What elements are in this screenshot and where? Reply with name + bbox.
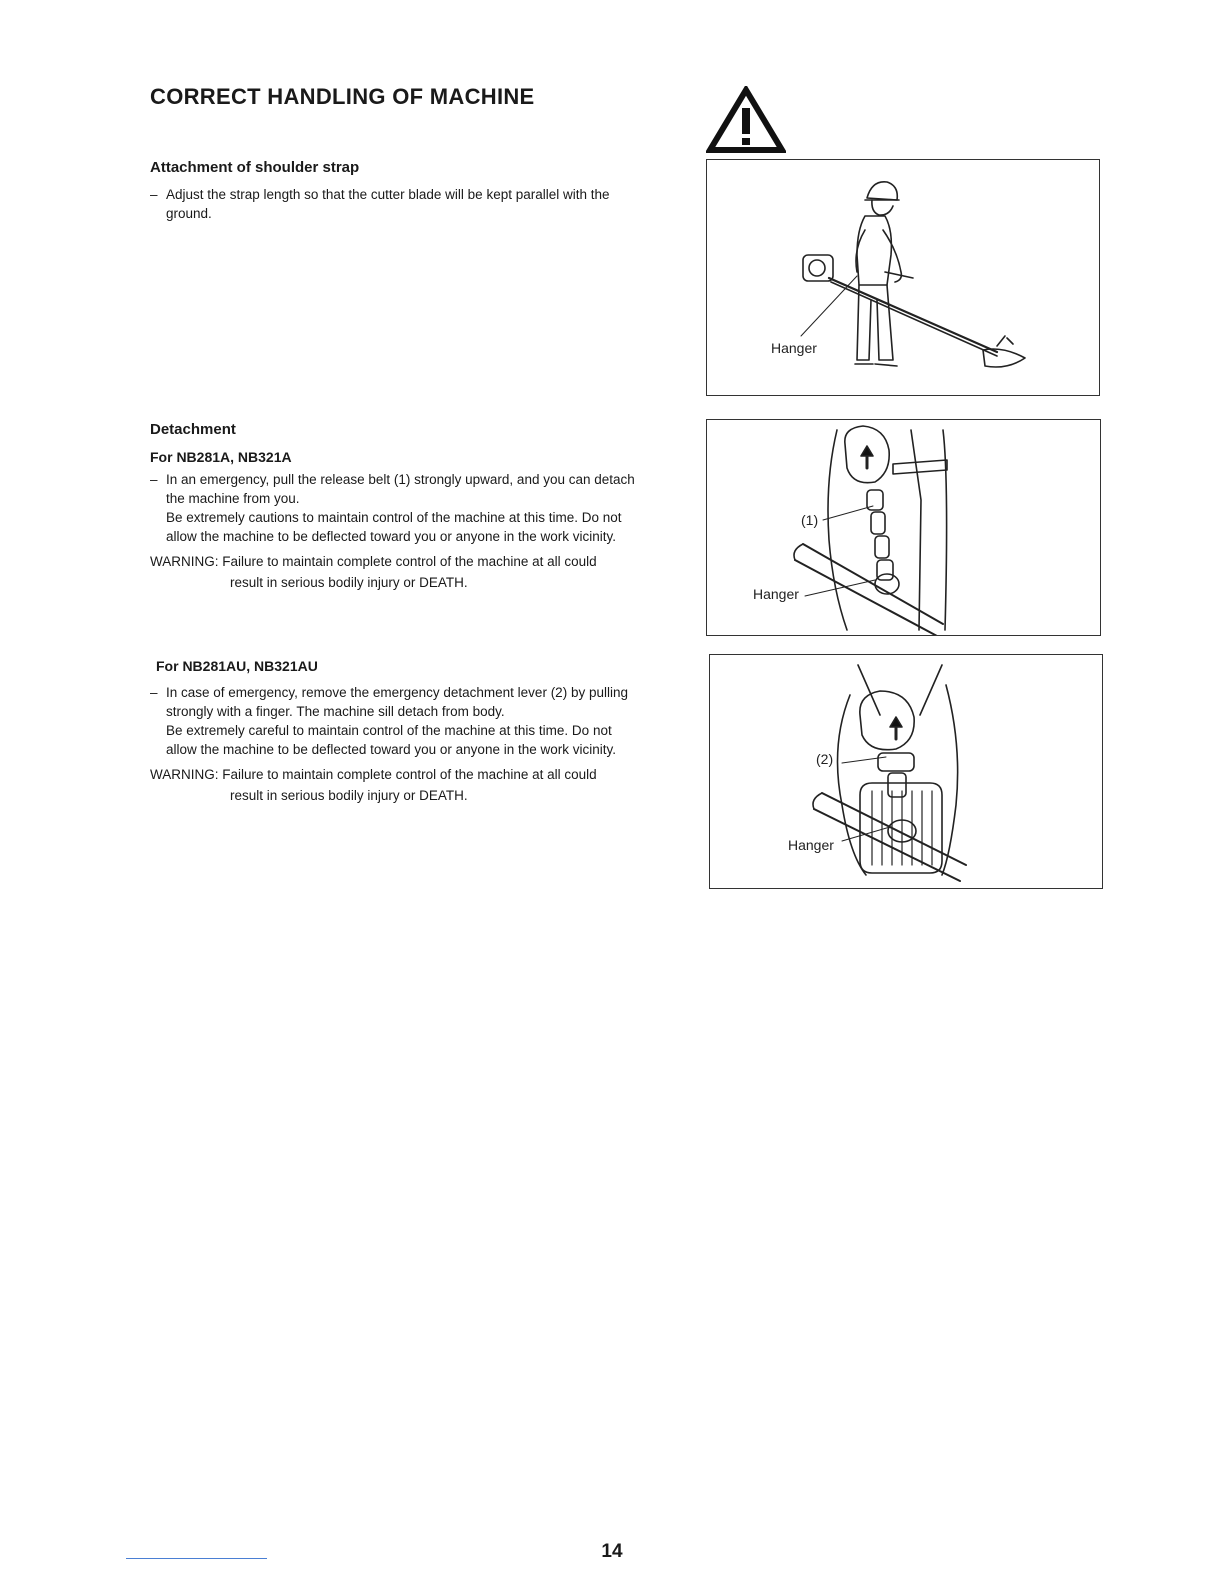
strap-line: Adjust the strap length so that the cutter blade will be kept parallel with the — [166, 187, 610, 202]
model-a-instructions — [150, 470, 710, 546]
strap-line: ground. — [166, 206, 212, 221]
model-a-line: Be extremely cautions to maintain control of the machine at this time. Do not — [166, 510, 622, 525]
strap-dash: – — [150, 187, 158, 202]
figure-operator-with-cutter — [706, 159, 1100, 396]
warning-triangle-icon — [706, 86, 786, 159]
fig1-hanger-label: Hanger — [771, 340, 817, 356]
footer-divider — [126, 1558, 267, 1559]
model-a-line: allow the machine to be deflected toward you or anyone in the work vicinity. — [166, 529, 616, 544]
model-b-warning-line: result in serious bodily injury or DEATH. — [230, 788, 468, 803]
page-title: CORRECT HANDLING OF MACHINE — [150, 84, 535, 109]
figure-release-belt — [706, 419, 1101, 636]
model-b-warning — [150, 764, 710, 806]
model-b-line: In case of emergency, remove the emergency detachment lever (2) by pulling — [166, 685, 628, 700]
model-a-dash: – — [150, 472, 158, 487]
strap-heading: Attachment of shoulder strap — [150, 159, 360, 176]
detachment-heading: Detachment — [150, 421, 236, 438]
page-number: 14 — [601, 1541, 623, 1562]
model-b-line: strongly with a finger. The machine sill detach from body. — [166, 704, 505, 719]
model-b-heading: For NB281AU, NB321AU — [156, 658, 318, 674]
strap-instructions — [150, 185, 690, 223]
model-a-line: the machine from you. — [166, 491, 300, 506]
fig3-hanger-label: Hanger — [788, 837, 834, 853]
model-a-warning — [150, 551, 710, 593]
figure-detachment-lever — [709, 654, 1103, 889]
model-a-warning-line: WARNING: Failure to maintain complete control of the machine at all could — [150, 554, 597, 569]
model-a-line: In an emergency, pull the release belt (1) strongly upward, and you can detach — [166, 472, 635, 487]
model-a-heading: For NB281A, NB321A — [150, 449, 292, 465]
fig3-label-2: (2) — [816, 751, 834, 767]
fig2-label-1: (1) — [801, 512, 819, 528]
model-b-line: Be extremely careful to maintain control of the machine at this time. Do not — [166, 723, 612, 738]
operator-illustration — [707, 160, 1099, 395]
model-b-instructions — [150, 683, 710, 759]
detachment-lever-illustration — [710, 655, 1102, 888]
model-b-warning-line: WARNING: Failure to maintain complete control of the machine at all could — [150, 767, 597, 782]
model-a-warning-line: result in serious bodily injury or DEATH. — [230, 575, 468, 590]
fig2-hanger-label: Hanger — [753, 586, 799, 602]
release-belt-illustration — [707, 420, 1100, 635]
model-b-dash: – — [150, 685, 158, 700]
model-b-line: allow the machine to be deflected toward you or anyone in the work vicinity. — [166, 742, 616, 757]
